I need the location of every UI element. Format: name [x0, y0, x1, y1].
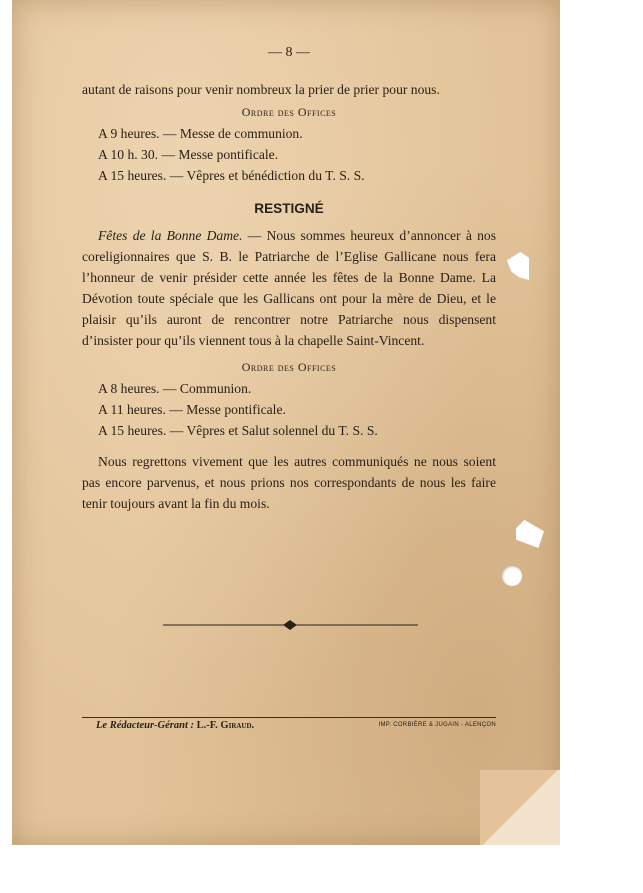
- paragraph-lead-italic: Fêtes de la Bonne Dame.: [98, 228, 243, 243]
- page-body: [82, 79, 496, 514]
- printer-credit: IMP. CORBIÈRE & JUGAIN - ALENÇON: [378, 722, 496, 728]
- section-title-restigne: RESTIGNÉ: [254, 201, 324, 216]
- section-heading-offices-2: Ordre des Offices: [241, 360, 337, 374]
- office-line: A 10 h. 30. — Messe pontificale.: [98, 147, 279, 162]
- ornamental-rule: [163, 619, 418, 631]
- footer: [96, 720, 496, 731]
- section-heading-offices-1: Ordre des Offices: [241, 105, 337, 119]
- office-line: A 11 heures. — Messe pontificale.: [98, 402, 286, 417]
- office-line: A 9 heures. — Messe de communion.: [98, 126, 303, 141]
- folded-corner: [480, 770, 560, 845]
- editor-label: Le Rédacteur-Gérant :: [96, 720, 194, 731]
- restigne-paragraph: [82, 225, 496, 351]
- office-line: A 15 heures. — Vêpres et bénédiction du T. S. S.: [98, 168, 365, 183]
- closing-paragraph: Nous regrettons vivement que les autres communiqués ne nous soient pas encore parvenus, et nous prions nos correspondants de nous les faire tenir toujours avant la fin du mois.: [82, 454, 496, 511]
- office-line: A 15 heures. — Vêpres et Salut solennel du T. S. S.: [98, 423, 378, 438]
- office-line: A 8 heures. — Communion.: [98, 381, 252, 396]
- punch-hole: [502, 566, 522, 586]
- offices-list-2: [82, 378, 496, 441]
- intro-text: autant de raisons pour venir nombreux la prier de prier pour nous.: [82, 82, 440, 97]
- paragraph-text: — Nous sommes heureux d’annoncer à nos coreligionnaires que S. B. le Patriarche de l’Eglise Gallicane nous fera l’honneur de venir présider cette année les fêtes de la Bonne Dame. La Dévotion toute spéciale que les Gallicans ont pour la mère de Dieu, et le plaisir qu’ils auront de rencontrer notre Patriarche nous dispensent d’insister pour qu’ils viennent tous à la chapelle Saint-Vincent.: [82, 228, 496, 348]
- editor-name: L.-F. Giraud.: [196, 720, 255, 731]
- page-number: — 8 —: [268, 45, 310, 60]
- footer-rule: [82, 717, 496, 718]
- offices-list-1: [82, 123, 496, 186]
